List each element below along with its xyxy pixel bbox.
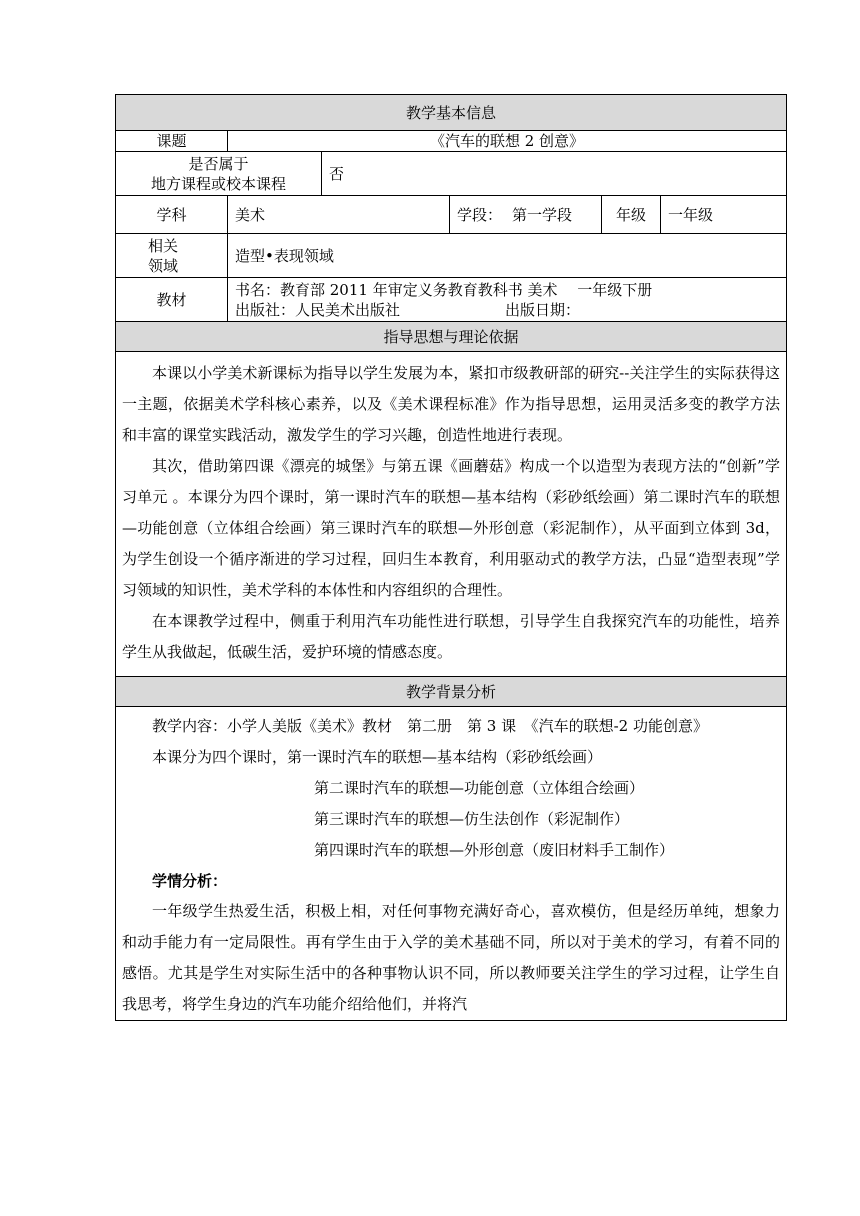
guiding-content bbox=[116, 352, 787, 677]
student-analysis-paragraph: 一年级学生热爱生活，积极上相，对任何事物充满好奇心，喜欢模仿，但是经历单纯，想象力和动手能力有一定局限性。再有学生由于入学的美术基础不同，所以对于美术的学习，有着不同的感悟。尤其是学生对实际生活中的各种事物认识不同，所以教师要关注学生的学习过程，让学生自我思考，将学生身边的汽车功能介绍给他们，并将汽 bbox=[122, 902, 781, 1013]
lesson-plan-table bbox=[115, 94, 787, 1021]
grade-value: 一年级 bbox=[661, 196, 787, 234]
domain-label-line1: 相关 bbox=[148, 236, 179, 255]
lesson-4-line: 第四课时汽车的联想—外形创意（废旧材料手工制作） bbox=[314, 841, 675, 859]
local-course-label bbox=[116, 152, 322, 196]
domain-value: 造型•表现领域 bbox=[228, 234, 787, 278]
local-course-label-line2: 地方课程或校本课程 bbox=[150, 174, 286, 193]
background-header: 教学背景分析 bbox=[116, 677, 787, 707]
textbook-value bbox=[228, 278, 787, 322]
stage-cell bbox=[450, 196, 602, 234]
teaching-content-line: 教学内容：小学人美版《美术》教材 第二册 第 3 课 《汽车的联想-2 功能创意》 bbox=[152, 717, 708, 735]
lesson-1-line: 本课分为四个课时，第一课时汽车的联想—基本结构（彩砂纸绘画） bbox=[152, 748, 603, 766]
basic-info-header-row bbox=[116, 95, 787, 131]
guiding-header: 指导思想与理论依据 bbox=[116, 322, 787, 352]
guiding-paragraph-1: 本课以小学美术新课标为指导以学生发展为本，紧扣市级教研部的研究--关注学生的实际获得这一主题，依据美术学科核心素养，以及《美术课程标准》作为指导思想，运用灵活多变的教学方法和丰富的课堂实践活动，激发学生的学习兴趣，创造性地进行表现。 bbox=[122, 364, 781, 444]
background-header-row bbox=[116, 677, 787, 707]
domain-label-line2: 领域 bbox=[148, 256, 179, 275]
guiding-paragraph-3: 在本课教学过程中，侧重于利用汽车功能性进行联想，引导学生自我探究汽车的功能性，培养学生从我做起，低碳生活，爱护环境的情感态度。 bbox=[122, 612, 781, 661]
student-analysis-title: 学情分析： bbox=[152, 872, 228, 890]
domain-label bbox=[116, 234, 228, 278]
topic-row bbox=[116, 131, 787, 152]
topic-value: 《汽车的联想 2 创意》 bbox=[228, 131, 787, 152]
stage-value: 第一学段 bbox=[512, 205, 573, 224]
lesson-2-line: 第二课时汽车的联想—功能创意（立体组合绘画） bbox=[314, 779, 645, 797]
basic-info-header: 教学基本信息 bbox=[116, 95, 787, 131]
lesson-plan-sheet bbox=[115, 94, 786, 1021]
guiding-content-row bbox=[116, 352, 787, 677]
subject-label: 学科 bbox=[116, 196, 228, 234]
background-content bbox=[116, 707, 787, 1021]
lesson-3-line: 第三课时汽车的联想—仿生法创作（彩泥制作） bbox=[314, 810, 630, 828]
stage-label: 学段： bbox=[457, 205, 503, 224]
domain-row bbox=[116, 234, 787, 278]
local-course-row bbox=[116, 152, 787, 196]
topic-label: 课题 bbox=[116, 131, 228, 152]
local-course-value: 否 bbox=[322, 152, 787, 196]
textbook-row bbox=[116, 278, 787, 322]
textbook-line2: 出版社：人民美术出版社 出版日期： bbox=[235, 300, 581, 319]
subject-row bbox=[116, 196, 787, 234]
guiding-header-row bbox=[116, 322, 787, 352]
grade-label: 年级 bbox=[602, 196, 661, 234]
background-content-row bbox=[116, 707, 787, 1021]
textbook-label: 教材 bbox=[116, 278, 228, 322]
local-course-label-line1: 是否属于 bbox=[188, 154, 249, 173]
textbook-line1: 书名：教育部 2011 年审定义务教育教科书 美术 一年级下册 bbox=[235, 280, 653, 299]
guiding-paragraph-2: 其次，借助第四课《漂亮的城堡》与第五课《画蘑菇》构成一个以造型为表现方法的“创新”学习单元 。本课分为四个课时，第一课时汽车的联想—基本结构（彩砂纸绘画）第二课时汽车的联想—功能创意（立体组合绘画）第三课时汽车的联想—外形创意（彩泥制作），从平面到立体到 3d，为学生创设一个循序渐进的学习过程，回归生本教育，利用驱动式的教学方法，凸显“造型表现”学习领域的知识性，美术学科的本体性和内容组织的合理性。 bbox=[122, 457, 781, 599]
subject-value: 美术 bbox=[228, 196, 450, 234]
